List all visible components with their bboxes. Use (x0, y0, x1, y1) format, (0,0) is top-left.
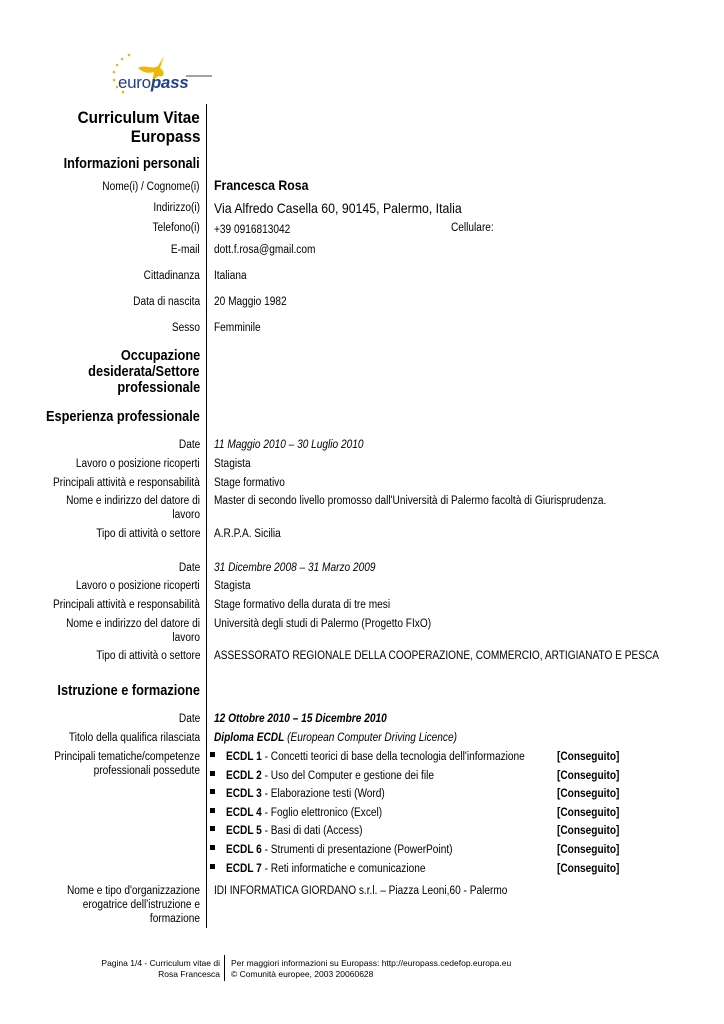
job2-employer-label: Nome e indirizzo del datore di lavoro (66, 618, 200, 644)
job2-sector: ASSESSORATO REGIONALE DELLA COOPERAZIONE, COMMERCIO, ARTIGIANATO E PESCA (214, 650, 660, 662)
footer-owner: Rosa Francesca (158, 969, 220, 979)
qualification-label: Titolo della qualifica rilasciata (68, 732, 200, 744)
bullet-icon (210, 826, 215, 831)
citizenship-value: Italiana (214, 270, 247, 282)
cv-title-line1: Curriculum Vitae (77, 108, 200, 127)
course-result: [Conseguito] (557, 807, 620, 819)
job1-employer: Master di secondo livello promosso dall'Università di Palermo facoltà di Giurisprudenza. (214, 495, 607, 507)
job1-date-label: Date (178, 439, 200, 451)
address-label: Indirizzo(i) (153, 202, 200, 214)
job2-sector-label: Tipo di attività o settore (95, 650, 200, 662)
bullet-icon (210, 808, 215, 813)
job2-position: Stagista (214, 580, 251, 592)
topics-label: Principali tematiche/competenze professionali possedute (54, 751, 200, 777)
job2-activities: Stage formativo della durata di tre mesi (214, 599, 391, 611)
email-label: E-mail (171, 244, 200, 256)
qualification-title: Diploma ECDL (214, 732, 285, 744)
org-label: Nome e tipo d'organizzazione erogatrice dell'istruzione e formazione (66, 885, 200, 925)
citizenship-label: Cittadinanza (143, 270, 200, 282)
job1-activities-label: Principali attività e responsabilità (53, 477, 200, 489)
job2-employer: Università degli studi di Palermo (Progetto FIxO) (214, 618, 432, 630)
qualification-detail: (European Computer Driving Licence) (284, 732, 457, 744)
bullet-icon (210, 771, 215, 776)
phone-label: Telefono(i) (152, 222, 200, 234)
occupation-heading-line1: Occupazione (120, 348, 200, 364)
sex-value: Femminile (214, 322, 261, 334)
cv-title-line2: Europass (130, 127, 200, 146)
course-result: [Conseguito] (557, 788, 620, 800)
course-result: [Conseguito] (557, 770, 620, 782)
course-result: [Conseguito] (557, 863, 620, 875)
course-result: [Conseguito] (557, 844, 620, 856)
education-heading: Istruzione e formazione (57, 683, 200, 699)
qualification-value (214, 731, 457, 745)
footer-copyright: © Comunità europee, 2003 20060628 (231, 969, 374, 979)
job1-sector-label: Tipo di attività o settore (95, 528, 200, 540)
job2-date: 31 Dicembre 2008 – 31 Marzo 2009 (214, 562, 376, 574)
footer-divider (224, 955, 225, 981)
name-label: Nome(i) / Cognome(i) (102, 181, 200, 193)
bullet-icon (210, 789, 215, 794)
bullet-icon (210, 864, 215, 869)
address-value: Via Alfredo Casella 60, 90145, Palermo, Italia (214, 200, 462, 216)
email-value[interactable]: dott.f.rosa@gmail.com (214, 244, 316, 256)
edu-date-label: Date (178, 713, 200, 725)
course-result: [Conseguito] (557, 751, 620, 763)
job1-sector: A.R.P.A. Sicilia (214, 528, 281, 540)
footer-right (231, 958, 511, 980)
birth-value: 20 Maggio 1982 (214, 296, 287, 308)
edu-date: 12 Ottobre 2010 – 15 Dicembre 2010 (214, 713, 387, 725)
personal-info-heading: Informazioni personali (63, 156, 200, 172)
job2-activities-label: Principali attività e responsabilità (53, 599, 200, 611)
occupation-heading-line2: desiderata/Settore (88, 364, 200, 380)
mobile-label: Cellulare: (451, 222, 494, 234)
occupation-heading-line3: professionale (117, 380, 200, 396)
course-result: [Conseguito] (557, 825, 620, 837)
europass-wordmark: europass (118, 73, 189, 92)
footer-left (101, 958, 220, 980)
org-value: IDI INFORMATICA GIORDANO s.r.l. – Piazza Leoni,60 - Palermo (214, 885, 508, 897)
sex-label: Sesso (171, 322, 200, 334)
job1-position-label: Lavoro o posizione ricoperti (76, 458, 200, 470)
job1-activities: Stage formativo (214, 477, 285, 489)
job1-position: Stagista (214, 458, 251, 470)
full-name: Francesca Rosa (214, 177, 309, 193)
footer-info-link[interactable]: Per maggiori informazioni su Europass: http://europass.cedefop.europa.eu (231, 958, 512, 968)
job1-date: 11 Maggio 2010 – 30 Luglio 2010 (214, 439, 364, 451)
experience-heading: Esperienza professionale (46, 409, 200, 425)
job1-employer-label: Nome e indirizzo del datore di lavoro (66, 495, 200, 521)
bullet-icon (210, 752, 215, 757)
footer-page-info: Pagina 1/4 - Curriculum vitae di (101, 958, 220, 968)
job2-date-label: Date (178, 562, 200, 574)
birth-label: Data di nascita (133, 296, 200, 308)
job2-position-label: Lavoro o posizione ricoperti (76, 580, 200, 592)
phone-value: +39 0916813042 (214, 224, 291, 236)
column-divider (206, 104, 207, 928)
bullet-icon (210, 845, 215, 850)
